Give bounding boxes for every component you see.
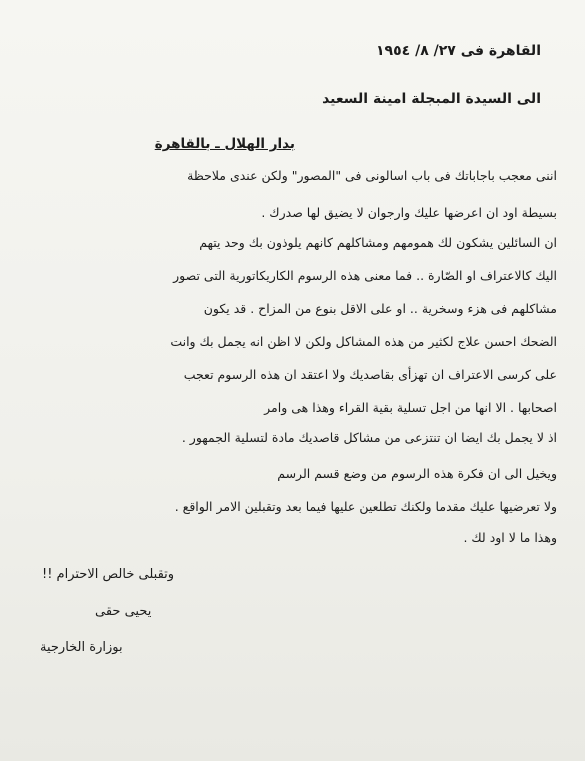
letter-date: القاهرة فى ٢٧/ ٨/ ١٩٥٤ [376, 43, 541, 59]
body-line: اذ لا يجمل بك ايضا ان تنتزعى من مشاكل قاصديك مادة لتسلية الجمهور . [181, 430, 557, 445]
body-line: وهذا ما لا اود لك . [463, 530, 557, 545]
body-line: الضحك احسن علاج لكثير من هذه المشاكل ولكن لا اظن انه يجمل بك وانت [170, 334, 557, 349]
letter-recipient: الى السيدة المبجلة امينة السعيد [322, 91, 541, 107]
body-line: اليك كالاعتراف او الصّارة .. فما معنى هذه الرسوم الكاريكاتورية التى تصور [173, 268, 557, 283]
body-line: اننى معجب باجاباتك فى باب اسالونى فى "المصور" ولكن عندى ملاحظة [187, 168, 557, 183]
letter-closing: وتقبلى خالص الاحترام !! [42, 567, 175, 582]
body-line: على كرسى الاعتراف ان تهزأى بقاصديك ولا اعتقد ان هذه الرسوم تعجب [183, 367, 557, 382]
letter-address: بدار الهلال ـ بالقاهرة [154, 136, 295, 152]
signature-name: يحيى حقى [95, 604, 152, 619]
signature-org: بوزارة الخارجية [40, 640, 123, 655]
body-line: ان السائلين يشكون لك همومهم ومشاكلهم كانهم يلوذون بك وحد يتهم [199, 235, 557, 250]
body-line: اصحابها . الا انها من اجل تسلية بقية القراء وهذا هى وامر [264, 400, 557, 415]
body-line: بسيطة اود ان اعرضها عليك وارجوان لا يضيق لها صدرك . [261, 205, 557, 220]
body-line: مشاكلهم فى هزء وسخرية .. او على الاقل بنوع من المزاح . قد يكون [203, 301, 557, 316]
body-line: ولا تعرضيها عليك مقدما ولكنك تطلعين عليها فيما بعد وتقبلين الامر الواقع . [174, 499, 557, 514]
body-line: ويخيل الى ان فكرة هذه الرسوم من وضع قسم الرسم [277, 466, 557, 481]
